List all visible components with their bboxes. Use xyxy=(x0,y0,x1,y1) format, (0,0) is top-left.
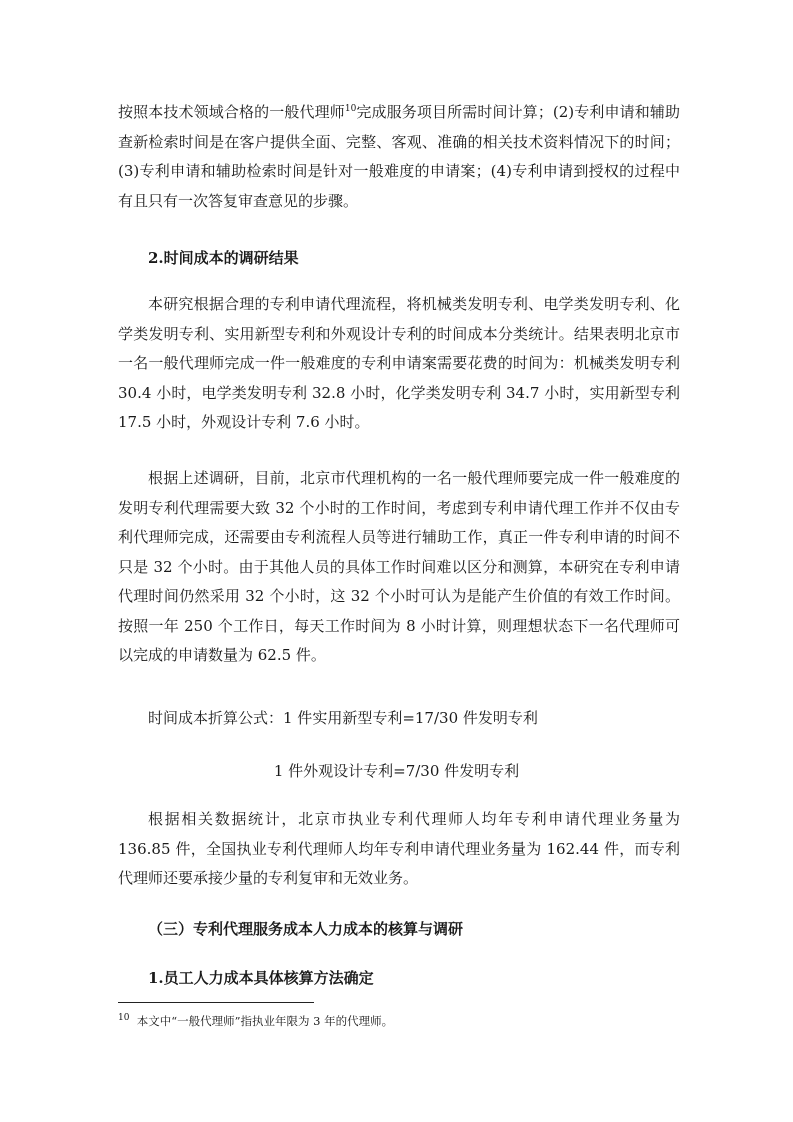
footnote-reference[interactable]: 10 xyxy=(344,104,357,114)
footnote-divider xyxy=(118,1002,314,1003)
formula-line-2: 1 件外观设计专利=7/30 件发明专利 xyxy=(273,762,520,780)
footnote-marker: 10 xyxy=(118,1013,130,1024)
section-heading-labor-cost: （三）专利代理服务成本人力成本的核算与调研 xyxy=(148,920,464,938)
paragraph-analysis: 根据上述调研，目前，北京市代理机构的一名一般代理师要完成一件一般难度的发明专利代理需要大致 32 个小时的工作时间，考虑到专利申请代理工作并不仅由专利代理师完成，还需要由专利流程人员等进行辅助工作，真正一件专利申请的时间不只是 32 个小时。由于其他人员的具体工作时间难以区分和测算，本研究在专利申请代理时间仍然采用 32 个小时，这 32 个小时可认为是能产生价值的有效工作时间。按照一年 250 个工作日，每天工作时间为 8 小时计算，则理想状态下一名代理师可以完成的申请数量为 62.5 件。 xyxy=(118,469,680,664)
section-heading-time-cost-results: 2.时间成本的调研结果 xyxy=(148,249,299,267)
paragraph-assumptions xyxy=(118,98,680,216)
formula-line-1: 时间成本折算公式：1 件实用新型专利=17/30 件发明专利 xyxy=(148,709,538,727)
paragraph-text: 按照本技术领域合格的一般代理师 xyxy=(118,103,345,121)
paragraph-text: 完成服务项目所需时间计算；(2)专利申请和辅助查新检索时间是在客户提供全面、完整、客观、准确的相关技术资料情况下的时间；(3)专利申请和辅助检索时间是针对一般难度的申请案；(4)专利申请到授权的过程中有且只有一次答复审查意见的步骤。 xyxy=(118,103,680,210)
subsection-heading-labor-cost-method: 1.员工人力成本具体核算方法确定 xyxy=(148,969,374,987)
paragraph-time-cost-results: 本研究根据合理的专利申请代理流程，将机械类发明专利、电学类发明专利、化学类发明专利、实用新型专利和外观设计专利的时间成本分类统计。结果表明北京市一名一般代理师完成一件一般难度的专利申请案需要花费的时间为：机械类发明专利 30.4 小时，电学类发明专利 32.8 小时，化学类发明专利 34.7 小时，实用新型专利 17.5 小时，外观设计专利 7.6 小时。 xyxy=(118,295,680,431)
paragraph-statistics: 根据相关数据统计，北京市执业专利代理师人均年专利申请代理业务量为 136.85 件，全国执业专利代理师人均年专利申请代理业务量为 162.44 件，而专利代理师还要承接少量的专利复审和无效业务。 xyxy=(118,810,680,887)
footnote-text: 本文中“一般代理师”指执业年限为 3 年的代理师。 xyxy=(136,1014,394,1028)
footnote xyxy=(118,1013,393,1029)
